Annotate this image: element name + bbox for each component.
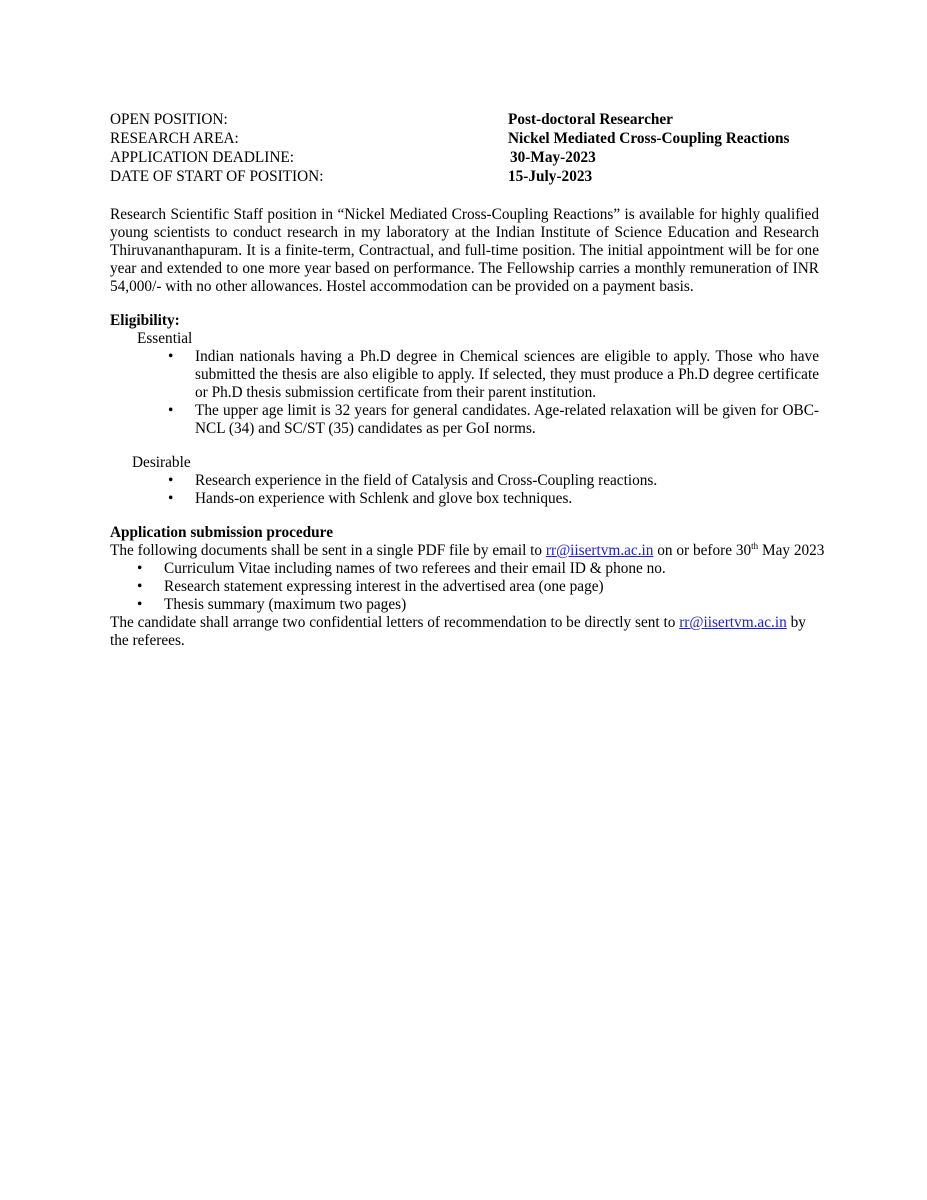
list-item: • Research experience in the field of Catalysis and Cross-Coupling reactions. (195, 472, 819, 490)
intro-paragraph: Research Scientific Staff position in “Nickel Mediated Cross-Coupling Reactions” is available for highly qualified young scientists to conduct research in my laboratory at the Indian Institute of Science Education and Research Thiruvananthapuram. It is a finite-term, Contractual, and full-time position. The initial appointment will be for one year and extended to one more year based on performance. The Fellowship carries a monthly remuneration of INR 54,000/- with no other allowances. Hostel accommodation can be provided on a payment basis. (110, 206, 819, 295)
open-position-row (110, 111, 830, 130)
application-deadline-value: 30-May-2023 (510, 149, 596, 166)
research-area-label: RESEARCH AREA: (110, 130, 239, 147)
research-area-row (110, 130, 830, 149)
essential-list (110, 348, 819, 438)
start-date-value: 15-July-2023 (508, 168, 593, 185)
documents-list (110, 560, 819, 614)
closing-text: The candidate shall arrange two confidential letters of recommendation to be directly sent to (110, 614, 676, 631)
list-item: • Hands-on experience with Schlenk and glove box techniques. (195, 490, 819, 508)
deadline-superscript: th (751, 541, 759, 551)
closing-tail: by the referees. (110, 614, 806, 649)
position-info-block (110, 111, 830, 187)
eligibility-heading: Eligibility: (110, 312, 180, 329)
application-instructions-text: The following documents shall be sent in a single PDF file by email to (110, 542, 543, 559)
desirable-list (110, 472, 819, 508)
closing-email-link[interactable]: rr@iisertvm.ac.in (679, 614, 787, 631)
deadline-month: May 2023 (762, 542, 825, 559)
closing-paragraph (110, 614, 810, 650)
list-item: • Research statement expressing interest in the advertised area (one page) (164, 578, 819, 596)
open-position-value: Post-doctoral Researcher (508, 111, 673, 128)
document-body (110, 206, 825, 650)
research-area-value: Nickel Mediated Cross-Coupling Reactions (508, 130, 790, 147)
application-instructions (110, 541, 825, 560)
start-date-row (110, 168, 830, 187)
list-item: • Curriculum Vitae including names of two referees and their email ID & phone no. (164, 560, 819, 578)
application-heading: Application submission procedure (110, 524, 333, 541)
application-deadline-row (110, 149, 830, 168)
list-item: • Indian nationals having a Ph.D degree in Chemical sciences are eligible to apply. Those who have submitted the thesis are also eligible to apply. If selected, they must produce a Ph.D degree certificate or Ph.D thesis submission certificate from their parent institution. (195, 348, 819, 402)
deadline-text: on or before 30 (657, 542, 752, 559)
list-item: • Thesis summary (maximum two pages) (164, 596, 819, 614)
list-item: • The upper age limit is 32 years for general candidates. Age-related relaxation will be given for OBC-NCL (34) and SC/ST (35) candidates as per GoI norms. (195, 402, 819, 438)
open-position-label: OPEN POSITION: (110, 111, 228, 128)
email-link[interactable]: rr@iisertvm.ac.in (545, 542, 654, 559)
essential-label: Essential (137, 330, 193, 347)
desirable-label: Desirable (132, 454, 191, 471)
start-date-label: DATE OF START OF POSITION: (110, 168, 324, 185)
application-deadline-label: APPLICATION DEADLINE: (110, 149, 294, 166)
